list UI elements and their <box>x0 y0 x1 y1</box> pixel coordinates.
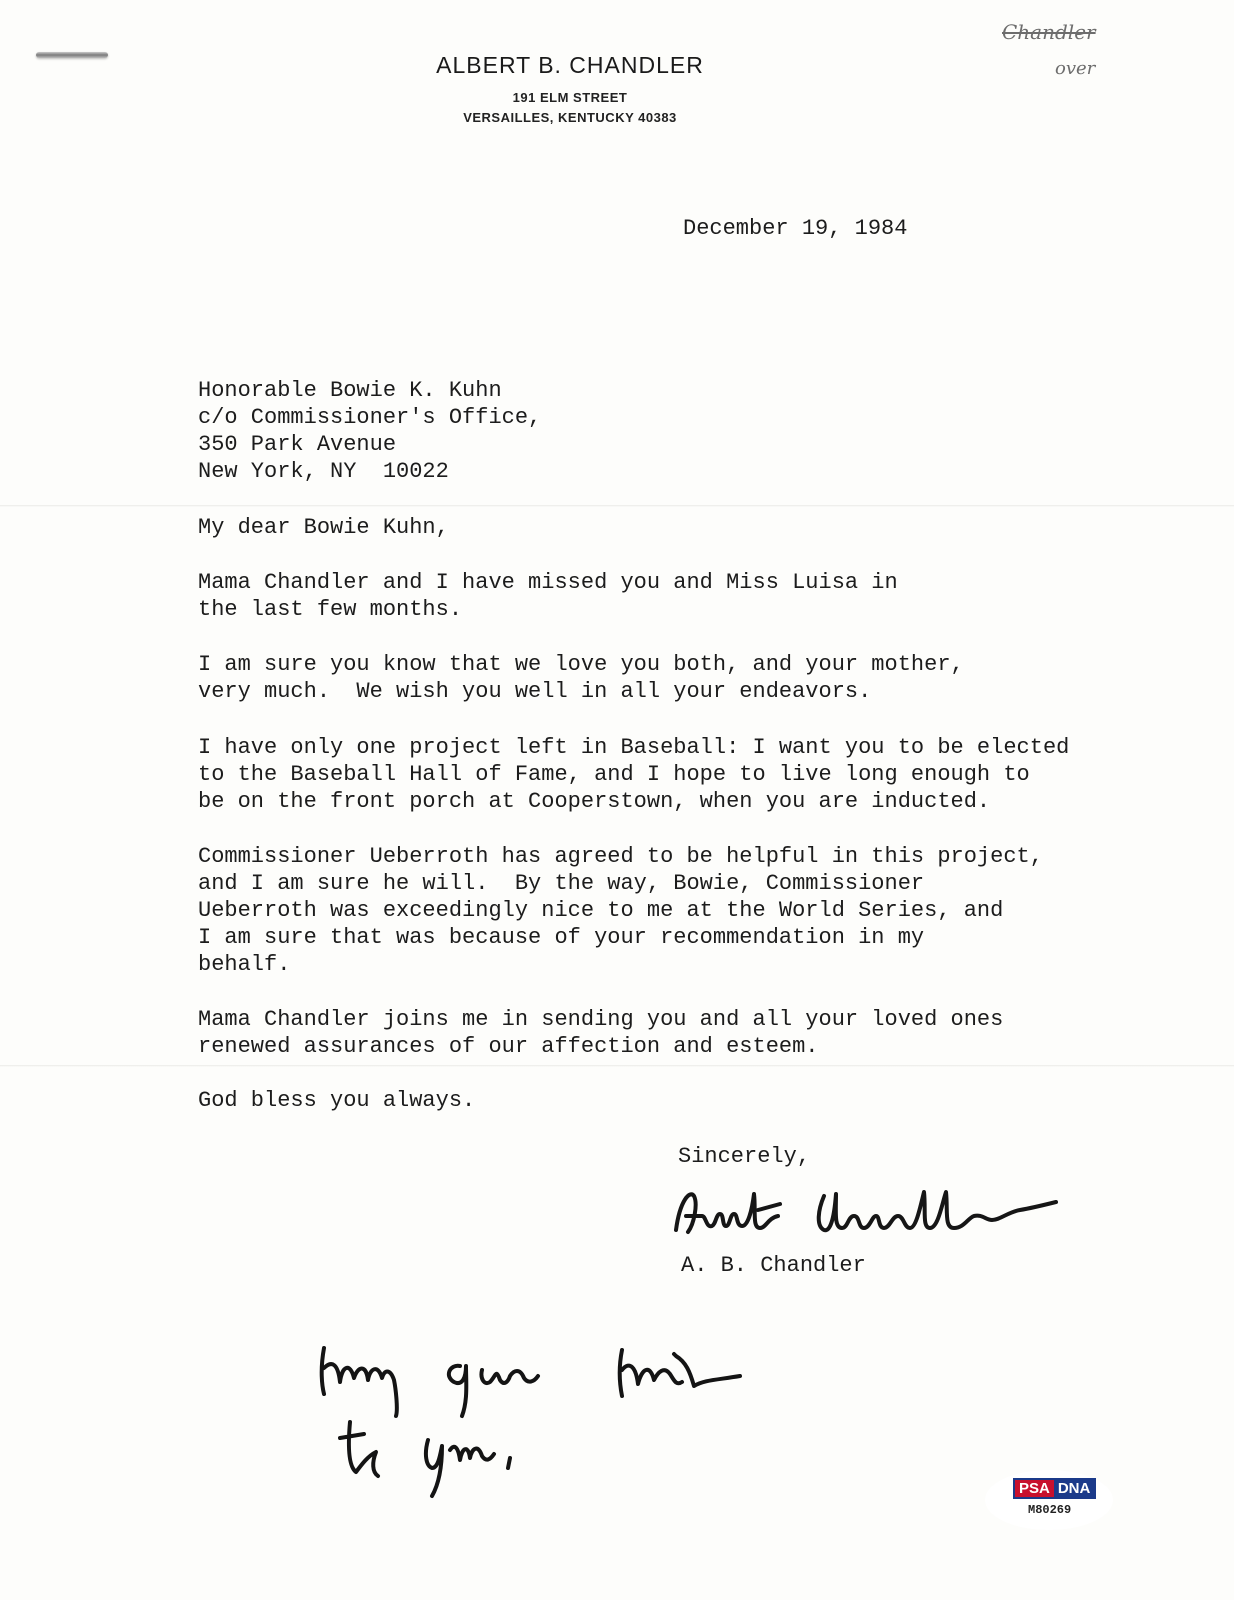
body-paragraph <box>198 651 964 705</box>
psa-dna-logo <box>1013 1478 1096 1499</box>
body-line: the last few months. <box>198 597 463 622</box>
body-paragraph <box>198 843 1043 978</box>
body-line: and I am sure he will. By the way, Bowie, Commissioner <box>198 871 925 896</box>
pencil-note-name: Chandler <box>1002 20 1096 44</box>
body-line: Mama Chandler and I have missed you and Miss Luisa in <box>198 570 898 595</box>
dna-logo-text: DNA <box>1054 1480 1095 1497</box>
letter-date: December 19, 1984 <box>683 216 908 241</box>
signer-name: A. B. Chandler <box>681 1253 866 1278</box>
body-line: behalf. <box>198 952 291 977</box>
paper-fold-line <box>0 1065 1234 1067</box>
letterhead-city: VERSAILLES, KENTUCKY 40383 <box>463 110 677 125</box>
letterhead-name: ALBERT B. CHANDLER <box>436 52 704 78</box>
handwritten-inscription <box>310 1320 770 1500</box>
address-line: c/o Commissioner's Office, <box>198 405 542 430</box>
body-line: Commissioner Ueberroth has agreed to be helpful in this project, <box>198 844 1043 869</box>
body-line: Mama Chandler joins me in sending you and all your loved ones <box>198 1007 1004 1032</box>
salutation: My dear Bowie Kuhn, <box>198 515 449 540</box>
body-line: Ueberroth was exceedingly nice to me at the World Series, and <box>198 898 1004 923</box>
body-line: I am sure that was because of your recommendation in my <box>198 925 925 950</box>
body-line: to the Baseball Hall of Fame, and I hope to live long enough to <box>198 762 1030 787</box>
body-paragraph <box>198 734 1069 815</box>
body-line: God bless you always. <box>198 1088 476 1113</box>
body-line: I have only one project left in Baseball: I want you to be elected <box>198 735 1070 760</box>
body-line: very much. We wish you well in all your endeavors. <box>198 679 872 704</box>
address-line: New York, NY 10022 <box>198 459 449 484</box>
body-paragraph <box>198 569 898 623</box>
certificate-number: M80269 <box>1028 1503 1072 1517</box>
recipient-address <box>198 377 541 485</box>
closing: Sincerely, <box>678 1144 811 1169</box>
body-line: be on the front porch at Cooperstown, when you are inducted. <box>198 789 991 814</box>
address-line: Honorable Bowie K. Kuhn <box>198 378 502 403</box>
address-line: 350 Park Avenue <box>198 432 397 457</box>
body-line: renewed assurances of our affection and esteem. <box>198 1034 819 1059</box>
paper-fold-line <box>0 505 1234 507</box>
body-line: I am sure you know that we love you both, and your mother, <box>198 652 964 677</box>
body-paragraph <box>198 1087 475 1114</box>
body-paragraph <box>198 1006 1003 1060</box>
pencil-note-over: over <box>1055 58 1096 79</box>
letterhead-street: 191 ELM STREET <box>512 90 628 105</box>
psa-logo-text: PSA <box>1015 1480 1054 1497</box>
handwritten-signature <box>668 1180 1068 1250</box>
